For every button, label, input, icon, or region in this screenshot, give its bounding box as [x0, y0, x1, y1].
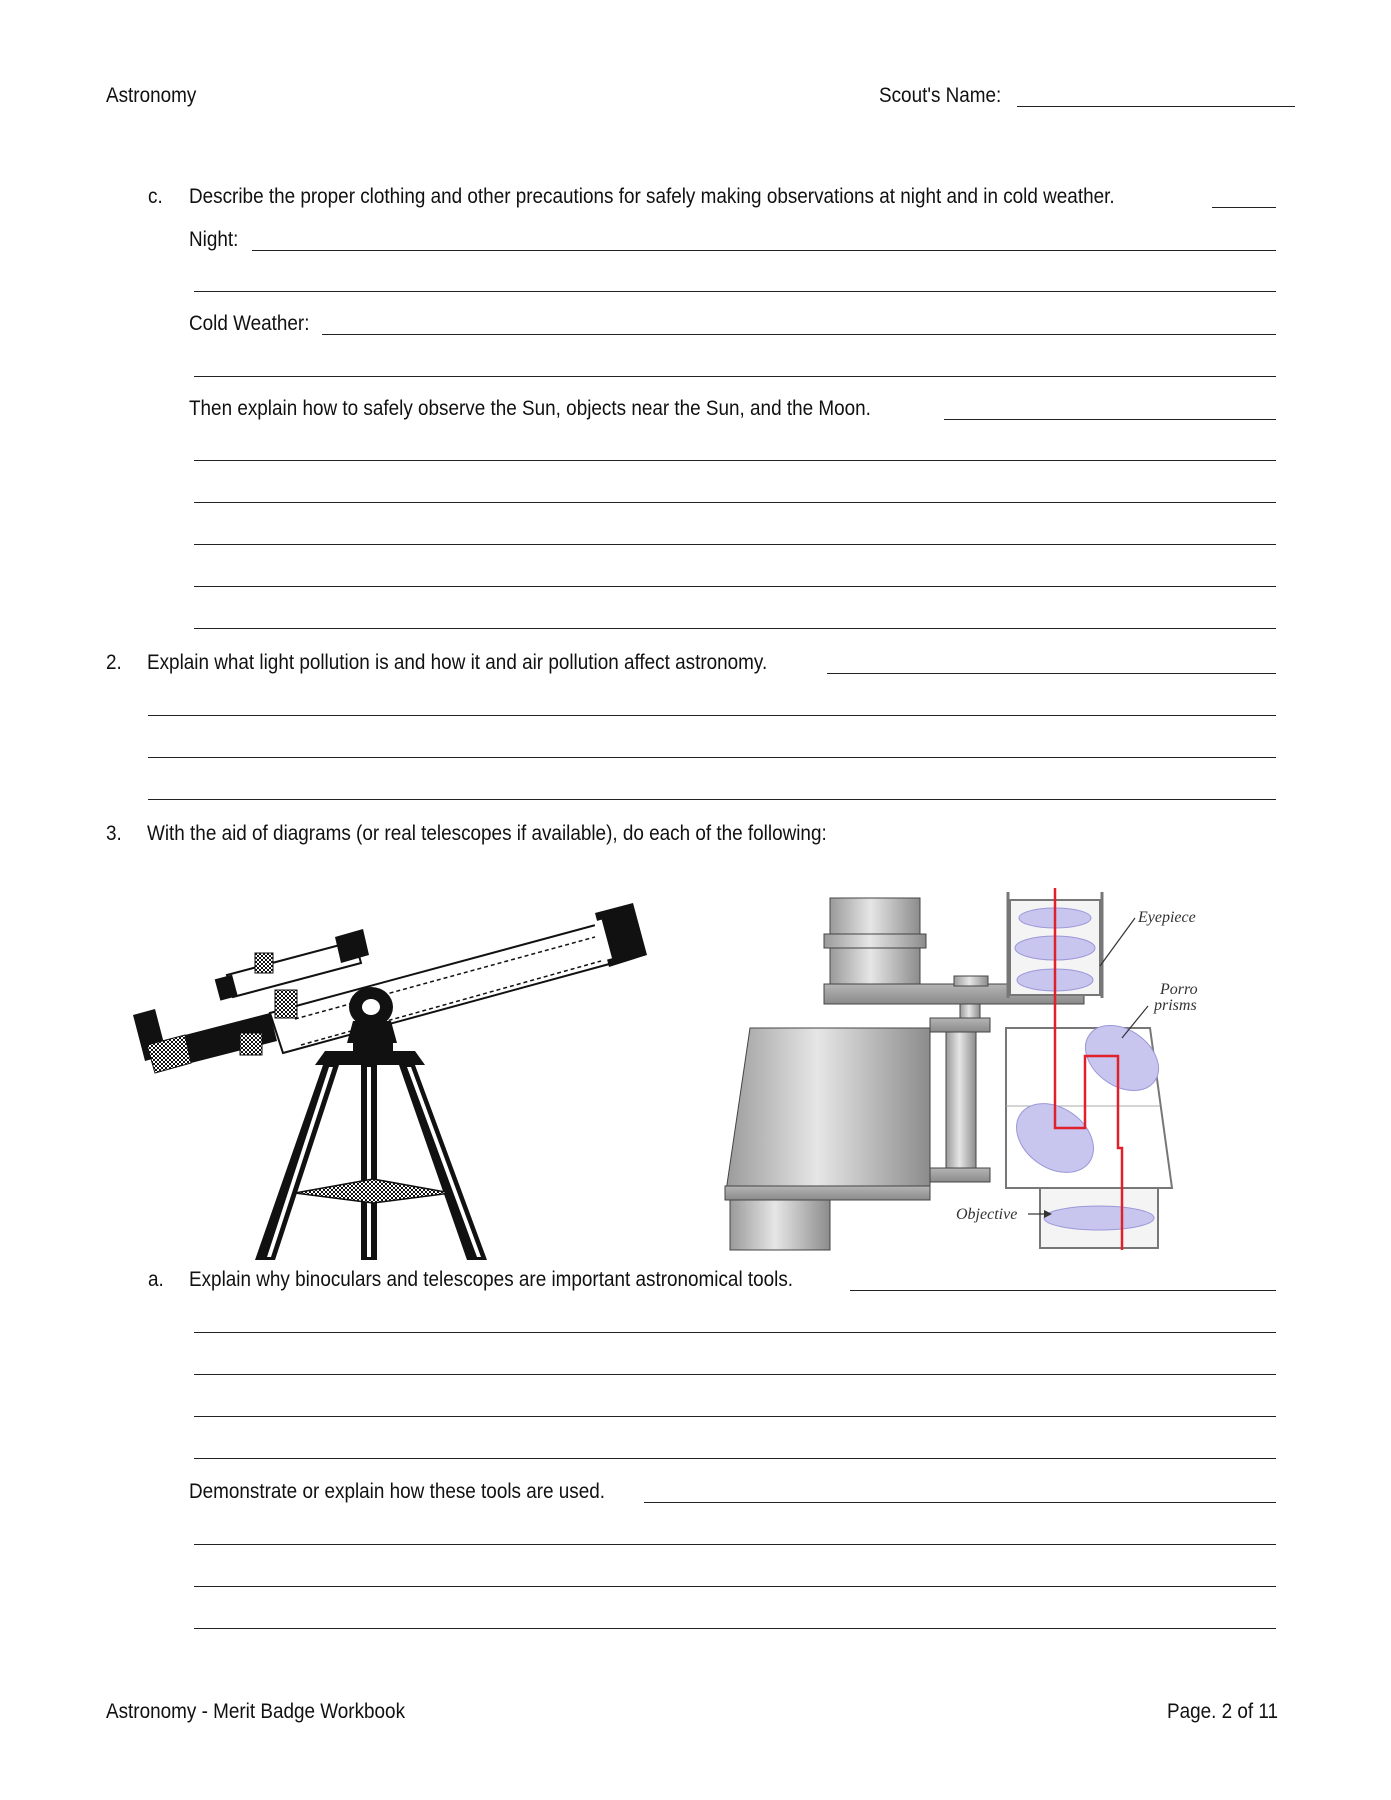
- sun-prompt: Then explain how to safely observe the Sun, objects near the Sun, and the Moon.: [189, 397, 871, 420]
- demo-prompt: Demonstrate or explain how these tools are used.: [189, 1480, 606, 1503]
- scout-name-label: Scout's Name:: [879, 84, 1002, 107]
- q2-answer-line[interactable]: [148, 799, 1276, 800]
- item-a-answer-line[interactable]: [194, 1416, 1276, 1417]
- cold-weather-answer-line[interactable]: [194, 376, 1276, 377]
- footer-title: Astronomy - Merit Badge Workbook: [106, 1700, 406, 1723]
- item-a-answer-line[interactable]: [194, 1332, 1276, 1333]
- q3-number: 3.: [106, 822, 122, 845]
- cold-weather-answer-line[interactable]: [322, 334, 1276, 335]
- page-number: Page. 2 of 11: [1167, 1700, 1279, 1723]
- sun-answer-line[interactable]: [194, 544, 1276, 545]
- item-a-answer-line[interactable]: [194, 1458, 1276, 1459]
- eyepiece-callout: Eyepiece: [1138, 909, 1196, 926]
- q2-answer-line[interactable]: [148, 757, 1276, 758]
- scout-name-field[interactable]: [1017, 106, 1295, 107]
- item-a-answer-line[interactable]: [850, 1290, 1276, 1291]
- refractor-telescope-illustration: [125, 895, 660, 1260]
- demo-answer-line[interactable]: [194, 1628, 1276, 1629]
- porro-callout-line2: prisms: [1154, 997, 1197, 1014]
- porro-callout-line1: Porro: [1160, 981, 1198, 998]
- q2-prompt: Explain what light pollution is and how it and air pollution affect astronomy.: [147, 651, 768, 674]
- item-a-marker: a.: [148, 1268, 164, 1291]
- q3-prompt: With the aid of diagrams (or real telescopes if available), do each of the following:: [147, 822, 827, 845]
- item-a-prompt: Explain why binoculars and telescopes are important astronomical tools.: [189, 1268, 794, 1291]
- night-answer-line[interactable]: [194, 291, 1276, 292]
- sun-answer-line[interactable]: [194, 586, 1276, 587]
- header-title: Astronomy: [106, 84, 197, 107]
- sun-answer-line[interactable]: [194, 460, 1276, 461]
- item-c-initial-blank[interactable]: [1212, 207, 1276, 208]
- sun-answer-line[interactable]: [194, 502, 1276, 503]
- demo-answer-line[interactable]: [194, 1586, 1276, 1587]
- q2-answer-line[interactable]: [827, 673, 1276, 674]
- q2-number: 2.: [106, 651, 122, 674]
- item-c-prompt: Describe the proper clothing and other precautions for safely making observations at night and in cold weather.: [189, 185, 1115, 208]
- night-label: Night:: [189, 228, 239, 251]
- item-a-answer-line[interactable]: [194, 1374, 1276, 1375]
- binoculars-cutaway-illustration: [720, 888, 1220, 1253]
- sun-answer-line[interactable]: [194, 628, 1276, 629]
- night-answer-line[interactable]: [252, 250, 1276, 251]
- q2-answer-line[interactable]: [148, 715, 1276, 716]
- demo-answer-line[interactable]: [194, 1544, 1276, 1545]
- demo-answer-line[interactable]: [644, 1502, 1276, 1503]
- cold-weather-label: Cold Weather:: [189, 312, 310, 335]
- objective-callout: Objective: [956, 1206, 1018, 1223]
- sun-answer-line[interactable]: [944, 419, 1276, 420]
- item-c-marker: c.: [148, 185, 163, 208]
